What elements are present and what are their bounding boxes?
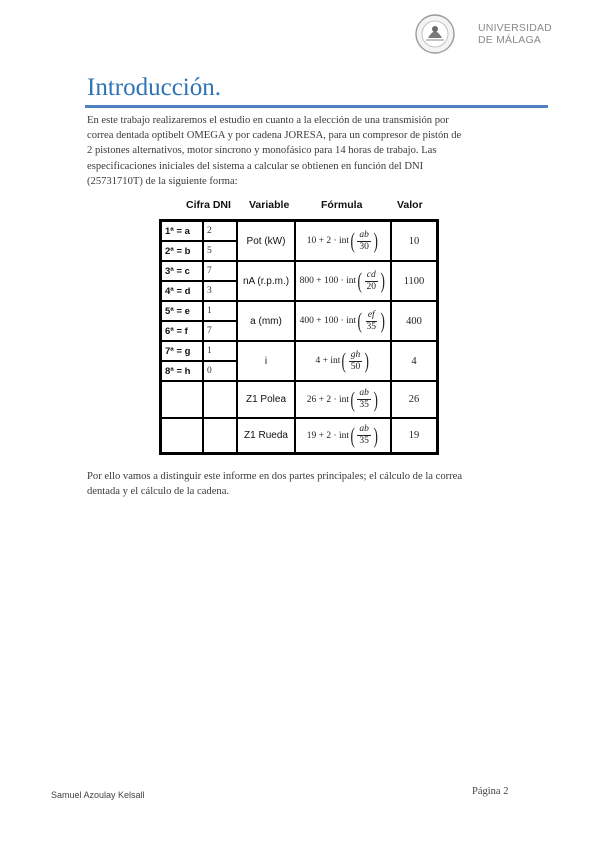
variable-cell: i <box>238 342 294 380</box>
formula-cell: 10 + 2 · int ( $\frac{ab}{30}$ ) <box>296 222 390 260</box>
digit-label: 1ª = a <box>162 222 202 240</box>
value-cell: 19 <box>392 419 436 452</box>
value-cell: 10 <box>392 222 436 260</box>
digit-label: 8ª = h <box>162 362 202 380</box>
digit-label: 2ª = b <box>162 242 202 260</box>
formula-cell: 26 + 2 · int ( $\frac{ab}{35}$ ) <box>296 382 390 417</box>
digit-label: 6ª = f <box>162 322 202 340</box>
digit-value: 0 <box>204 362 236 380</box>
footer-author: Samuel Azoulay Kelsall <box>51 790 145 800</box>
value-cell: 4 <box>392 342 436 380</box>
variable-cell: a (mm) <box>238 302 294 340</box>
closing-paragraph: Por ello vamos a distinguir este informe en dos partes principales; el cálculo de la correa dentada y el cálculo de la cadena. <box>87 471 463 498</box>
formula-cell: 4 + int ( $\frac{gh}{50}$ ) <box>296 342 390 380</box>
variable-cell: Pot (kW) <box>238 222 294 260</box>
formula-cell: 19 + 2 · int ( $\frac{ab}{35}$ ) <box>296 419 390 452</box>
digit-value: 7 <box>204 262 236 280</box>
footer-page-number: Página 2 <box>472 786 509 797</box>
digit-label: 3ª = c <box>162 262 202 280</box>
header-variable: Variable <box>249 199 290 211</box>
empty-cell <box>162 382 202 417</box>
dni-specifications-table <box>159 219 439 455</box>
title-underline <box>85 105 548 108</box>
empty-cell <box>162 419 202 452</box>
university-name: UNIVERSIDAD DE MÁLAGA <box>478 22 552 46</box>
value-cell: 400 <box>392 302 436 340</box>
variable-cell: nA (r.p.m.) <box>238 262 294 300</box>
formula-cell: 800 + 100 · int ( $\frac{cd}{20}$ ) <box>296 262 390 300</box>
empty-cell <box>204 419 236 452</box>
digit-value: 7 <box>204 322 236 340</box>
variable-cell: Z1 Polea <box>238 382 294 417</box>
value-cell: 26 <box>392 382 436 417</box>
digit-label: 5ª = e <box>162 302 202 320</box>
empty-cell <box>204 382 236 417</box>
university-seal-logo <box>414 13 470 55</box>
header-cifra-dni: Cifra DNI <box>186 199 231 211</box>
formula-cell: 400 + 100 · int ( $\frac{ef}{35}$ ) <box>296 302 390 340</box>
digit-label: 4ª = d <box>162 282 202 300</box>
header-valor: Valor <box>397 199 423 211</box>
digit-label: 7ª = g <box>162 342 202 360</box>
digit-value: 1 <box>204 342 236 360</box>
digit-value: 5 <box>204 242 236 260</box>
intro-paragraph: En este trabajo realizaremos el estudio en cuanto a la elección de una transmisión por correa dentada optibelt OMEGA y por cadena JORESA, para un compresor de pistón de 2 pistones alternativos, motor síncrono y monofásico para 14 horas de trabajo. Las especificaciones iniciales del sistema a calcular se obtienen en función del DNI (25731710T) de la siguiente forma: <box>87 115 462 187</box>
page-title: Introducción. <box>87 74 221 101</box>
digit-value: 2 <box>204 222 236 240</box>
variable-cell: Z1 Rueda <box>238 419 294 452</box>
header-formula: Fórmula <box>321 199 363 211</box>
digit-value: 1 <box>204 302 236 320</box>
value-cell: 1100 <box>392 262 436 300</box>
digit-value: 3 <box>204 282 236 300</box>
